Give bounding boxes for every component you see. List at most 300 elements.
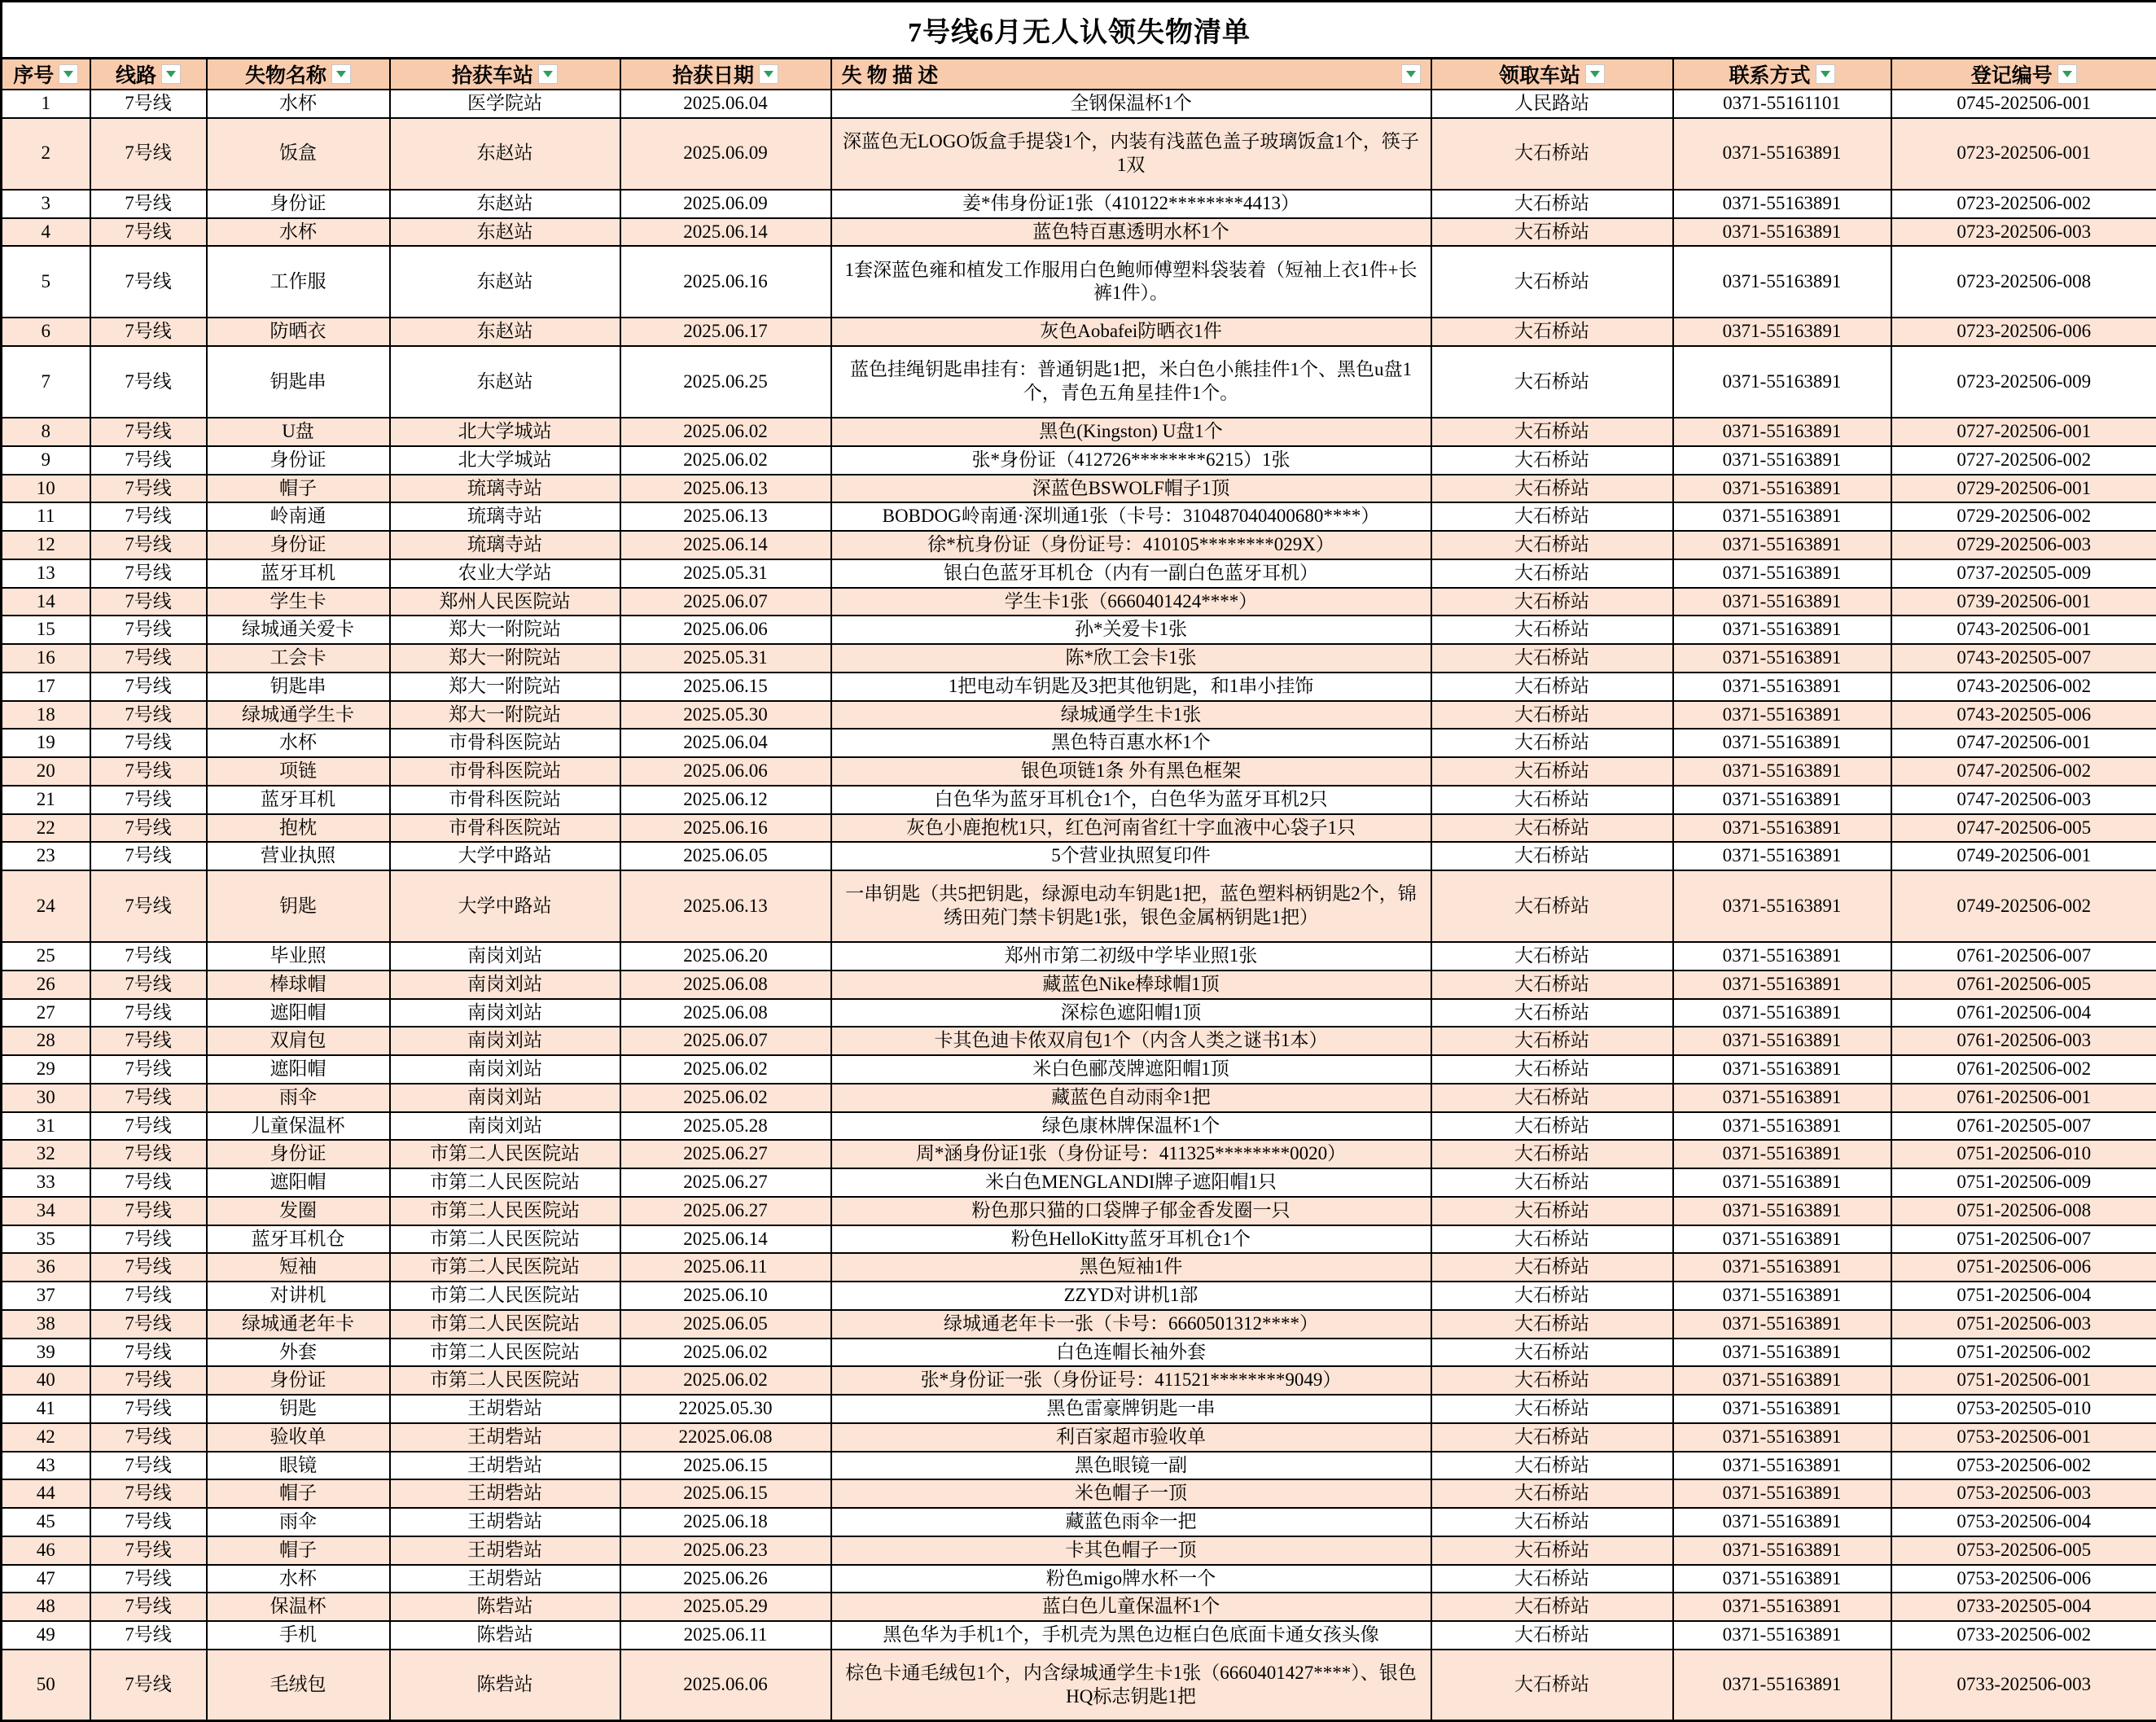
cell-seq[interactable]: 9 xyxy=(2,446,90,475)
cell-item-name[interactable]: 身份证 xyxy=(207,1366,390,1395)
cell-claim-station[interactable]: 大石桥站 xyxy=(1431,588,1673,616)
cell-line[interactable]: 7号线 xyxy=(90,1225,207,1254)
cell-contact-phone[interactable]: 0371-55163891 xyxy=(1673,1112,1891,1141)
cell-line[interactable]: 7号线 xyxy=(90,757,207,786)
cell-description[interactable]: 米色帽子一顶 xyxy=(831,1479,1431,1508)
cell-seq[interactable]: 13 xyxy=(2,559,90,588)
cell-contact-phone[interactable]: 0371-55163891 xyxy=(1673,1282,1891,1310)
cell-line[interactable]: 7号线 xyxy=(90,1508,207,1536)
cell-description[interactable]: 藏蓝色Nike棒球帽1顶 xyxy=(831,971,1431,999)
cell-found-station[interactable]: 大学中路站 xyxy=(390,870,620,942)
cell-found-date[interactable]: 2025.06.14 xyxy=(620,218,831,247)
cell-contact-phone[interactable]: 0371-55163891 xyxy=(1673,1055,1891,1084)
cell-found-station[interactable]: 王胡砦站 xyxy=(390,1508,620,1536)
cell-line[interactable]: 7号线 xyxy=(90,1197,207,1225)
cell-found-station[interactable]: 市骨科医院站 xyxy=(390,814,620,843)
cell-seq[interactable]: 42 xyxy=(2,1423,90,1452)
cell-description[interactable]: 白色华为蓝牙耳机仓1个，白色华为蓝牙耳机2只 xyxy=(831,786,1431,814)
cell-found-date[interactable]: 2025.06.02 xyxy=(620,418,831,446)
cell-contact-phone[interactable]: 0371-55163891 xyxy=(1673,729,1891,757)
cell-claim-station[interactable]: 人民路站 xyxy=(1431,90,1673,118)
cell-claim-station[interactable]: 大石桥站 xyxy=(1431,1055,1673,1084)
cell-claim-station[interactable]: 大石桥站 xyxy=(1431,1339,1673,1367)
cell-seq[interactable]: 28 xyxy=(2,1027,90,1055)
cell-seq[interactable]: 33 xyxy=(2,1168,90,1197)
cell-contact-phone[interactable]: 0371-55163891 xyxy=(1673,1650,1891,1721)
cell-reg-no[interactable]: 0751-202506-003 xyxy=(1891,1310,2156,1339)
cell-found-date[interactable]: 2025.06.16 xyxy=(620,246,831,318)
cell-seq[interactable]: 46 xyxy=(2,1536,90,1565)
cell-seq[interactable]: 29 xyxy=(2,1055,90,1084)
cell-item-name[interactable]: 遮阳帽 xyxy=(207,999,390,1028)
cell-reg-no[interactable]: 0723-202506-006 xyxy=(1891,318,2156,346)
cell-description[interactable]: 银色项链1条 外有黑色框架 xyxy=(831,757,1431,786)
cell-seq[interactable]: 16 xyxy=(2,644,90,673)
cell-line[interactable]: 7号线 xyxy=(90,446,207,475)
cell-found-station[interactable]: 市第二人民医院站 xyxy=(390,1339,620,1367)
cell-line[interactable]: 7号线 xyxy=(90,218,207,247)
cell-line[interactable]: 7号线 xyxy=(90,1650,207,1721)
cell-seq[interactable]: 37 xyxy=(2,1282,90,1310)
cell-contact-phone[interactable]: 0371-55161101 xyxy=(1673,90,1891,118)
cell-description[interactable]: 黑色(Kingston) U盘1个 xyxy=(831,418,1431,446)
cell-reg-no[interactable]: 0751-202506-001 xyxy=(1891,1366,2156,1395)
cell-claim-station[interactable]: 大石桥站 xyxy=(1431,1027,1673,1055)
cell-line[interactable]: 7号线 xyxy=(90,701,207,730)
cell-found-date[interactable]: 2025.06.02 xyxy=(620,1366,831,1395)
cell-claim-station[interactable]: 大石桥站 xyxy=(1431,1565,1673,1593)
cell-claim-station[interactable]: 大石桥站 xyxy=(1431,1112,1673,1141)
cell-contact-phone[interactable]: 0371-55163891 xyxy=(1673,616,1891,644)
cell-contact-phone[interactable]: 0371-55163891 xyxy=(1673,1339,1891,1367)
cell-reg-no[interactable]: 0723-202506-009 xyxy=(1891,346,2156,418)
cell-claim-station[interactable]: 大石桥站 xyxy=(1431,942,1673,971)
cell-contact-phone[interactable]: 0371-55163891 xyxy=(1673,1225,1891,1254)
cell-claim-station[interactable]: 大石桥站 xyxy=(1431,701,1673,730)
cell-found-station[interactable]: 市第二人民医院站 xyxy=(390,1225,620,1254)
cell-contact-phone[interactable]: 0371-55163891 xyxy=(1673,1197,1891,1225)
cell-found-date[interactable]: 2025.06.27 xyxy=(620,1168,831,1197)
cell-description[interactable]: 蓝白色儿童保温杯1个 xyxy=(831,1593,1431,1621)
cell-reg-no[interactable]: 0743-202505-007 xyxy=(1891,644,2156,673)
cell-found-date[interactable]: 2025.06.14 xyxy=(620,1225,831,1254)
cell-reg-no[interactable]: 0733-202505-004 xyxy=(1891,1593,2156,1621)
cell-line[interactable]: 7号线 xyxy=(90,1423,207,1452)
column-header-description[interactable] xyxy=(831,59,1431,90)
cell-seq[interactable]: 1 xyxy=(2,90,90,118)
cell-item-name[interactable]: 蓝牙耳机 xyxy=(207,786,390,814)
cell-found-station[interactable]: 市骨科医院站 xyxy=(390,757,620,786)
cell-reg-no[interactable]: 0751-202506-002 xyxy=(1891,1339,2156,1367)
cell-found-date[interactable]: 2025.06.15 xyxy=(620,1452,831,1480)
cell-item-name[interactable]: 毕业照 xyxy=(207,942,390,971)
cell-item-name[interactable]: 遮阳帽 xyxy=(207,1168,390,1197)
cell-found-station[interactable]: 南岗刘站 xyxy=(390,942,620,971)
cell-line[interactable]: 7号线 xyxy=(90,1395,207,1423)
cell-contact-phone[interactable]: 0371-55163891 xyxy=(1673,1168,1891,1197)
cell-claim-station[interactable]: 大石桥站 xyxy=(1431,757,1673,786)
cell-found-station[interactable]: 南岗刘站 xyxy=(390,971,620,999)
cell-claim-station[interactable]: 大石桥站 xyxy=(1431,786,1673,814)
cell-line[interactable]: 7号线 xyxy=(90,1253,207,1282)
cell-line[interactable]: 7号线 xyxy=(90,673,207,701)
cell-found-date[interactable]: 2025.06.13 xyxy=(620,502,831,531)
cell-reg-no[interactable]: 0727-202506-002 xyxy=(1891,446,2156,475)
cell-contact-phone[interactable]: 0371-55163891 xyxy=(1673,318,1891,346)
cell-description[interactable]: 粉色migo牌水杯一个 xyxy=(831,1565,1431,1593)
cell-line[interactable]: 7号线 xyxy=(90,842,207,870)
cell-found-date[interactable]: 2025.06.07 xyxy=(620,588,831,616)
cell-seq[interactable]: 26 xyxy=(2,971,90,999)
cell-found-station[interactable]: 东赵站 xyxy=(390,190,620,218)
cell-claim-station[interactable]: 大石桥站 xyxy=(1431,318,1673,346)
cell-description[interactable]: 银白色蓝牙耳机仓（内有一副白色蓝牙耳机） xyxy=(831,559,1431,588)
cell-item-name[interactable]: 绿城通学生卡 xyxy=(207,701,390,730)
cell-reg-no[interactable]: 0729-202506-002 xyxy=(1891,502,2156,531)
cell-claim-station[interactable]: 大石桥站 xyxy=(1431,1084,1673,1112)
cell-reg-no[interactable]: 0739-202506-001 xyxy=(1891,588,2156,616)
cell-item-name[interactable]: 发圈 xyxy=(207,1197,390,1225)
cell-line[interactable]: 7号线 xyxy=(90,1168,207,1197)
cell-found-station[interactable]: 北大学城站 xyxy=(390,446,620,475)
cell-item-name[interactable]: 营业执照 xyxy=(207,842,390,870)
cell-claim-station[interactable]: 大石桥站 xyxy=(1431,118,1673,190)
cell-reg-no[interactable]: 0743-202506-002 xyxy=(1891,673,2156,701)
cell-item-name[interactable]: 帽子 xyxy=(207,475,390,503)
cell-found-date[interactable]: 2025.06.05 xyxy=(620,1310,831,1339)
cell-item-name[interactable]: 遮阳帽 xyxy=(207,1055,390,1084)
cell-item-name[interactable]: 工作服 xyxy=(207,246,390,318)
cell-claim-station[interactable]: 大石桥站 xyxy=(1431,1366,1673,1395)
cell-item-name[interactable]: 毛绒包 xyxy=(207,1650,390,1721)
cell-found-station[interactable]: 郑大一附院站 xyxy=(390,616,620,644)
cell-line[interactable]: 7号线 xyxy=(90,190,207,218)
cell-line[interactable]: 7号线 xyxy=(90,786,207,814)
cell-seq[interactable]: 50 xyxy=(2,1650,90,1721)
cell-item-name[interactable]: 对讲机 xyxy=(207,1282,390,1310)
cell-reg-no[interactable]: 0761-202506-002 xyxy=(1891,1055,2156,1084)
cell-claim-station[interactable]: 大石桥站 xyxy=(1431,971,1673,999)
cell-contact-phone[interactable]: 0371-55163891 xyxy=(1673,218,1891,247)
cell-line[interactable]: 7号线 xyxy=(90,246,207,318)
cell-line[interactable]: 7号线 xyxy=(90,418,207,446)
cell-line[interactable]: 7号线 xyxy=(90,502,207,531)
cell-line[interactable]: 7号线 xyxy=(90,616,207,644)
cell-found-date[interactable]: 2025.06.06 xyxy=(620,1650,831,1721)
cell-contact-phone[interactable]: 0371-55163891 xyxy=(1673,842,1891,870)
cell-reg-no[interactable]: 0753-202506-001 xyxy=(1891,1423,2156,1452)
cell-found-station[interactable]: 南岗刘站 xyxy=(390,999,620,1028)
cell-description[interactable]: 绿色康林牌保温杯1个 xyxy=(831,1112,1431,1141)
filter-button[interactable] xyxy=(1401,64,1421,84)
cell-item-name[interactable]: 身份证 xyxy=(207,446,390,475)
cell-found-station[interactable]: 王胡砦站 xyxy=(390,1423,620,1452)
cell-found-date[interactable]: 22025.06.08 xyxy=(620,1423,831,1452)
cell-found-date[interactable]: 2025.06.27 xyxy=(620,1140,831,1168)
cell-contact-phone[interactable]: 0371-55163891 xyxy=(1673,418,1891,446)
cell-reg-no[interactable]: 0723-202506-002 xyxy=(1891,190,2156,218)
cell-found-date[interactable]: 2025.06.05 xyxy=(620,842,831,870)
cell-seq[interactable]: 40 xyxy=(2,1366,90,1395)
cell-item-name[interactable]: 水杯 xyxy=(207,90,390,118)
cell-reg-no[interactable]: 0753-202506-003 xyxy=(1891,1479,2156,1508)
filter-button[interactable] xyxy=(759,64,778,84)
cell-contact-phone[interactable]: 0371-55163891 xyxy=(1673,1452,1891,1480)
cell-reg-no[interactable]: 0727-202506-001 xyxy=(1891,418,2156,446)
cell-found-date[interactable]: 22025.05.30 xyxy=(620,1395,831,1423)
cell-claim-station[interactable]: 大石桥站 xyxy=(1431,1225,1673,1254)
cell-reg-no[interactable]: 0753-202506-006 xyxy=(1891,1565,2156,1593)
cell-contact-phone[interactable]: 0371-55163891 xyxy=(1673,475,1891,503)
cell-item-name[interactable]: 钥匙串 xyxy=(207,673,390,701)
cell-contact-phone[interactable]: 0371-55163891 xyxy=(1673,1310,1891,1339)
cell-seq[interactable]: 23 xyxy=(2,842,90,870)
cell-description[interactable]: 张*身份证（412726********6215）1张 xyxy=(831,446,1431,475)
cell-contact-phone[interactable]: 0371-55163891 xyxy=(1673,1423,1891,1452)
cell-line[interactable]: 7号线 xyxy=(90,1282,207,1310)
cell-seq[interactable]: 3 xyxy=(2,190,90,218)
cell-found-date[interactable]: 2025.06.07 xyxy=(620,1027,831,1055)
cell-description[interactable]: 卡其色帽子一顶 xyxy=(831,1536,1431,1565)
cell-item-name[interactable]: 钥匙串 xyxy=(207,346,390,418)
cell-contact-phone[interactable]: 0371-55163891 xyxy=(1673,1479,1891,1508)
cell-found-station[interactable]: 北大学城站 xyxy=(390,418,620,446)
cell-item-name[interactable]: 身份证 xyxy=(207,1140,390,1168)
cell-description[interactable]: 黑色华为手机1个，手机壳为黑色边框白色底面卡通女孩头像 xyxy=(831,1621,1431,1650)
cell-found-station[interactable]: 王胡砦站 xyxy=(390,1565,620,1593)
cell-claim-station[interactable]: 大石桥站 xyxy=(1431,616,1673,644)
cell-found-station[interactable]: 王胡砦站 xyxy=(390,1452,620,1480)
cell-line[interactable]: 7号线 xyxy=(90,1084,207,1112)
cell-found-date[interactable]: 2025.06.08 xyxy=(620,999,831,1028)
cell-found-station[interactable]: 东赵站 xyxy=(390,318,620,346)
cell-claim-station[interactable]: 大石桥站 xyxy=(1431,1508,1673,1536)
cell-description[interactable]: 1把电动车钥匙及3把其他钥匙，和1串小挂饰 xyxy=(831,673,1431,701)
cell-seq[interactable]: 44 xyxy=(2,1479,90,1508)
cell-item-name[interactable]: 帽子 xyxy=(207,1479,390,1508)
cell-line[interactable]: 7号线 xyxy=(90,1027,207,1055)
cell-found-date[interactable]: 2025.06.25 xyxy=(620,346,831,418)
cell-found-date[interactable]: 2025.06.06 xyxy=(620,757,831,786)
cell-reg-no[interactable]: 0723-202506-001 xyxy=(1891,118,2156,190)
cell-claim-station[interactable]: 大石桥站 xyxy=(1431,644,1673,673)
cell-line[interactable]: 7号线 xyxy=(90,1621,207,1650)
cell-description[interactable]: 郑州市第二初级中学毕业照1张 xyxy=(831,942,1431,971)
cell-claim-station[interactable]: 大石桥站 xyxy=(1431,870,1673,942)
cell-reg-no[interactable]: 0733-202506-003 xyxy=(1891,1650,2156,1721)
cell-description[interactable]: 绿城通老年卡一张（卡号：6660501312****） xyxy=(831,1310,1431,1339)
cell-claim-station[interactable]: 大石桥站 xyxy=(1431,531,1673,559)
filter-button[interactable] xyxy=(2057,64,2077,84)
cell-item-name[interactable]: 外套 xyxy=(207,1339,390,1367)
cell-description[interactable]: 蓝色特百惠透明水杯1个 xyxy=(831,218,1431,247)
cell-contact-phone[interactable]: 0371-55163891 xyxy=(1673,1366,1891,1395)
cell-reg-no[interactable]: 0733-202506-002 xyxy=(1891,1621,2156,1650)
cell-description[interactable]: 1套深蓝色雍和植发工作服用白色鲍师傅塑料袋装着（短袖上衣1件+长裤1件）。 xyxy=(831,246,1431,318)
cell-seq[interactable]: 22 xyxy=(2,814,90,843)
cell-line[interactable]: 7号线 xyxy=(90,1366,207,1395)
cell-found-station[interactable]: 东赵站 xyxy=(390,218,620,247)
cell-item-name[interactable]: 短袖 xyxy=(207,1253,390,1282)
cell-seq[interactable]: 31 xyxy=(2,1112,90,1141)
cell-line[interactable]: 7号线 xyxy=(90,1479,207,1508)
cell-reg-no[interactable]: 0751-202506-006 xyxy=(1891,1253,2156,1282)
cell-description[interactable]: 米白色MENGLANDI牌子遮阳帽1只 xyxy=(831,1168,1431,1197)
cell-seq[interactable]: 24 xyxy=(2,870,90,942)
cell-line[interactable]: 7号线 xyxy=(90,814,207,843)
cell-description[interactable]: 黑色特百惠水杯1个 xyxy=(831,729,1431,757)
cell-description[interactable]: 周*涵身份证1张（身份证号：411325********0020） xyxy=(831,1140,1431,1168)
cell-item-name[interactable]: 绿城通关爱卡 xyxy=(207,616,390,644)
cell-reg-no[interactable]: 0761-202506-007 xyxy=(1891,942,2156,971)
cell-reg-no[interactable]: 0753-202506-004 xyxy=(1891,1508,2156,1536)
cell-found-station[interactable]: 琉璃寺站 xyxy=(390,531,620,559)
cell-description[interactable]: 深蓝色BSWOLF帽子1顶 xyxy=(831,475,1431,503)
cell-seq[interactable]: 49 xyxy=(2,1621,90,1650)
cell-found-station[interactable]: 郑大一附院站 xyxy=(390,644,620,673)
cell-contact-phone[interactable]: 0371-55163891 xyxy=(1673,870,1891,942)
cell-found-date[interactable]: 2025.06.02 xyxy=(620,1339,831,1367)
cell-found-date[interactable]: 2025.06.06 xyxy=(620,616,831,644)
cell-claim-station[interactable]: 大石桥站 xyxy=(1431,1310,1673,1339)
cell-item-name[interactable]: 学生卡 xyxy=(207,588,390,616)
cell-seq[interactable]: 25 xyxy=(2,942,90,971)
cell-description[interactable]: 深棕色遮阳帽1顶 xyxy=(831,999,1431,1028)
cell-contact-phone[interactable]: 0371-55163891 xyxy=(1673,559,1891,588)
cell-line[interactable]: 7号线 xyxy=(90,999,207,1028)
cell-seq[interactable]: 35 xyxy=(2,1225,90,1254)
cell-line[interactable]: 7号线 xyxy=(90,644,207,673)
cell-contact-phone[interactable]: 0371-55163891 xyxy=(1673,246,1891,318)
column-header-contact-phone[interactable] xyxy=(1673,59,1891,90)
cell-found-station[interactable]: 农业大学站 xyxy=(390,559,620,588)
column-header-found-date[interactable] xyxy=(620,59,831,90)
cell-claim-station[interactable]: 大石桥站 xyxy=(1431,1452,1673,1480)
cell-claim-station[interactable]: 大石桥站 xyxy=(1431,1423,1673,1452)
cell-found-date[interactable]: 2025.06.02 xyxy=(620,1084,831,1112)
cell-reg-no[interactable]: 0761-202506-005 xyxy=(1891,971,2156,999)
cell-found-station[interactable]: 郑大一附院站 xyxy=(390,701,620,730)
column-header-claim-station[interactable] xyxy=(1431,59,1673,90)
cell-claim-station[interactable]: 大石桥站 xyxy=(1431,1650,1673,1721)
cell-seq[interactable]: 2 xyxy=(2,118,90,190)
cell-line[interactable]: 7号线 xyxy=(90,531,207,559)
cell-line[interactable]: 7号线 xyxy=(90,971,207,999)
cell-seq[interactable]: 48 xyxy=(2,1593,90,1621)
cell-contact-phone[interactable]: 0371-55163891 xyxy=(1673,814,1891,843)
cell-reg-no[interactable]: 0747-202506-002 xyxy=(1891,757,2156,786)
cell-reg-no[interactable]: 0761-202506-001 xyxy=(1891,1084,2156,1112)
cell-seq[interactable]: 12 xyxy=(2,531,90,559)
cell-found-date[interactable]: 2025.06.10 xyxy=(620,1282,831,1310)
cell-item-name[interactable]: 蓝牙耳机仓 xyxy=(207,1225,390,1254)
cell-claim-station[interactable]: 大石桥站 xyxy=(1431,446,1673,475)
cell-found-station[interactable]: 陈砦站 xyxy=(390,1621,620,1650)
cell-found-station[interactable]: 王胡砦站 xyxy=(390,1395,620,1423)
cell-claim-station[interactable]: 大石桥站 xyxy=(1431,729,1673,757)
cell-item-name[interactable]: U盘 xyxy=(207,418,390,446)
cell-claim-station[interactable]: 大石桥站 xyxy=(1431,673,1673,701)
cell-line[interactable]: 7号线 xyxy=(90,1593,207,1621)
cell-description[interactable]: 米白色郦茂牌遮阳帽1顶 xyxy=(831,1055,1431,1084)
cell-seq[interactable]: 30 xyxy=(2,1084,90,1112)
cell-found-station[interactable]: 琉璃寺站 xyxy=(390,502,620,531)
cell-seq[interactable]: 39 xyxy=(2,1339,90,1367)
cell-found-station[interactable]: 市第二人民医院站 xyxy=(390,1310,620,1339)
cell-seq[interactable]: 5 xyxy=(2,246,90,318)
cell-found-date[interactable]: 2025.06.13 xyxy=(620,870,831,942)
cell-claim-station[interactable]: 大石桥站 xyxy=(1431,190,1673,218)
cell-seq[interactable]: 41 xyxy=(2,1395,90,1423)
cell-claim-station[interactable]: 大石桥站 xyxy=(1431,1621,1673,1650)
cell-seq[interactable]: 36 xyxy=(2,1253,90,1282)
filter-button[interactable] xyxy=(1816,64,1835,84)
cell-claim-station[interactable]: 大石桥站 xyxy=(1431,1253,1673,1282)
filter-button[interactable] xyxy=(538,64,558,84)
cell-found-station[interactable]: 王胡砦站 xyxy=(390,1479,620,1508)
cell-item-name[interactable]: 防晒衣 xyxy=(207,318,390,346)
cell-line[interactable]: 7号线 xyxy=(90,475,207,503)
cell-contact-phone[interactable]: 0371-55163891 xyxy=(1673,531,1891,559)
cell-item-name[interactable]: 抱枕 xyxy=(207,814,390,843)
cell-description[interactable]: 棕色卡通毛绒包1个，内含绿城通学生卡1张（6660401427****）、银色HQ标志钥匙1把 xyxy=(831,1650,1431,1721)
cell-found-station[interactable]: 市骨科医院站 xyxy=(390,786,620,814)
cell-seq[interactable]: 18 xyxy=(2,701,90,730)
cell-reg-no[interactable]: 0729-202506-001 xyxy=(1891,475,2156,503)
cell-contact-phone[interactable]: 0371-55163891 xyxy=(1673,190,1891,218)
cell-contact-phone[interactable]: 0371-55163891 xyxy=(1673,502,1891,531)
cell-seq[interactable]: 19 xyxy=(2,729,90,757)
column-header-item-name[interactable] xyxy=(207,59,390,90)
cell-seq[interactable]: 32 xyxy=(2,1140,90,1168)
cell-seq[interactable]: 10 xyxy=(2,475,90,503)
filter-button[interactable] xyxy=(59,64,78,84)
cell-reg-no[interactable]: 0753-202505-010 xyxy=(1891,1395,2156,1423)
filter-button[interactable] xyxy=(161,64,181,84)
cell-item-name[interactable]: 水杯 xyxy=(207,1565,390,1593)
cell-claim-station[interactable]: 大石桥站 xyxy=(1431,999,1673,1028)
cell-contact-phone[interactable]: 0371-55163891 xyxy=(1673,644,1891,673)
cell-found-date[interactable]: 2025.06.09 xyxy=(620,118,831,190)
cell-seq[interactable]: 4 xyxy=(2,218,90,247)
cell-reg-no[interactable]: 0747-202506-001 xyxy=(1891,729,2156,757)
cell-claim-station[interactable]: 大石桥站 xyxy=(1431,1395,1673,1423)
cell-line[interactable]: 7号线 xyxy=(90,588,207,616)
cell-item-name[interactable]: 双肩包 xyxy=(207,1027,390,1055)
cell-claim-station[interactable]: 大石桥站 xyxy=(1431,502,1673,531)
cell-line[interactable]: 7号线 xyxy=(90,870,207,942)
cell-item-name[interactable]: 工会卡 xyxy=(207,644,390,673)
cell-item-name[interactable]: 水杯 xyxy=(207,729,390,757)
cell-claim-station[interactable]: 大石桥站 xyxy=(1431,218,1673,247)
cell-reg-no[interactable]: 0745-202506-001 xyxy=(1891,90,2156,118)
cell-item-name[interactable]: 身份证 xyxy=(207,531,390,559)
cell-found-date[interactable]: 2025.06.26 xyxy=(620,1565,831,1593)
cell-item-name[interactable]: 眼镜 xyxy=(207,1452,390,1480)
cell-description[interactable]: 灰色Aobafei防晒衣1件 xyxy=(831,318,1431,346)
cell-item-name[interactable]: 验收单 xyxy=(207,1423,390,1452)
cell-description[interactable]: 全钢保温杯1个 xyxy=(831,90,1431,118)
cell-seq[interactable]: 38 xyxy=(2,1310,90,1339)
cell-contact-phone[interactable]: 0371-55163891 xyxy=(1673,1565,1891,1593)
cell-seq[interactable]: 6 xyxy=(2,318,90,346)
cell-found-date[interactable]: 2025.06.09 xyxy=(620,190,831,218)
cell-contact-phone[interactable]: 0371-55163891 xyxy=(1673,1593,1891,1621)
cell-seq[interactable]: 43 xyxy=(2,1452,90,1480)
cell-item-name[interactable]: 蓝牙耳机 xyxy=(207,559,390,588)
cell-found-date[interactable]: 2025.06.04 xyxy=(620,90,831,118)
cell-seq[interactable]: 45 xyxy=(2,1508,90,1536)
